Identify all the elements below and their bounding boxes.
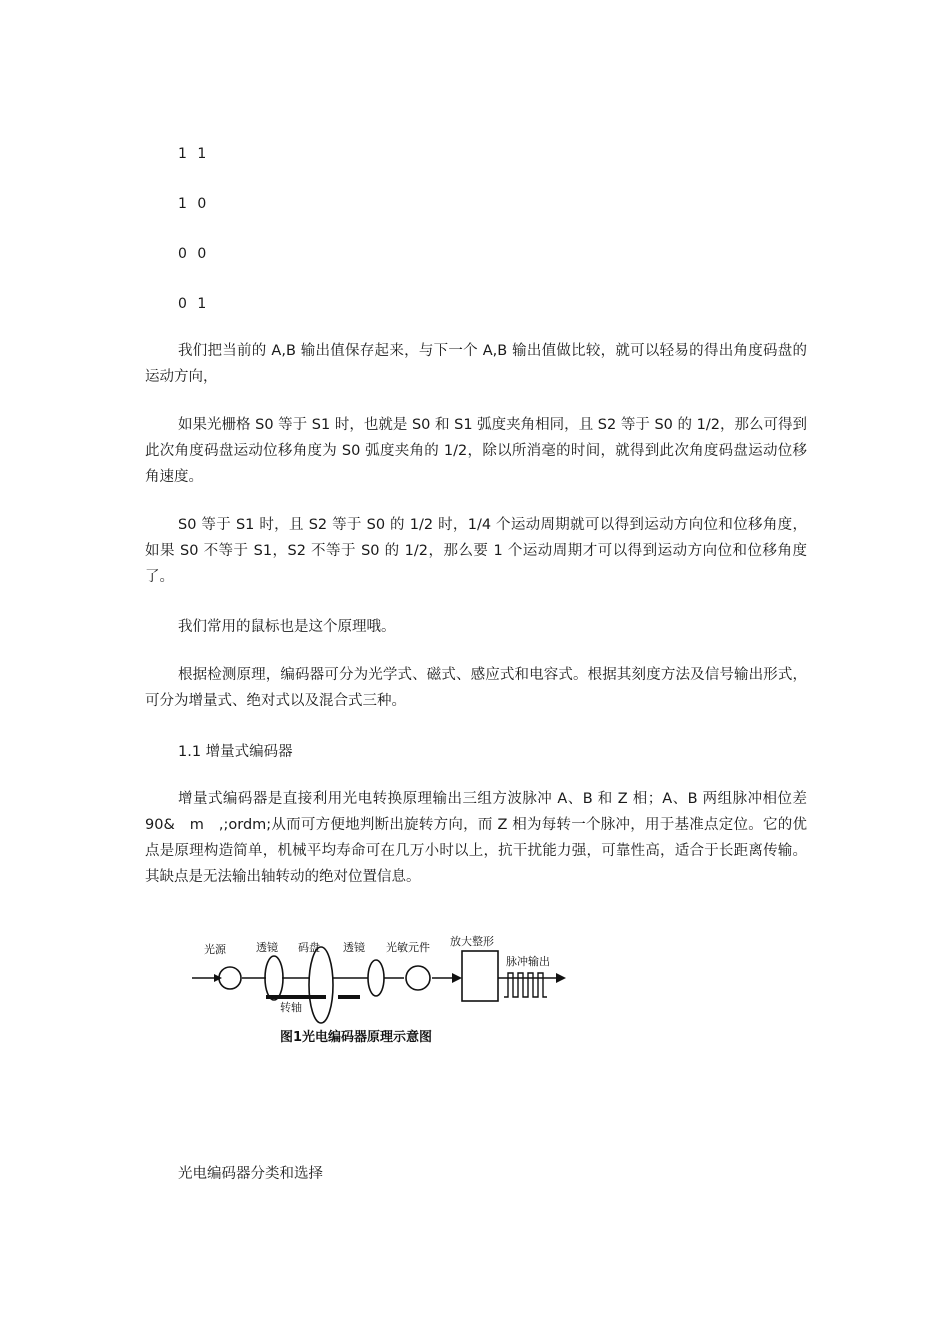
closing-heading: 光电编码器分类和选择 (178, 1166, 323, 1182)
amplifier-box (462, 951, 498, 1001)
figure-caption: 图1光电编码器原理示意图 (280, 1030, 433, 1045)
lens-1-ellipse (265, 956, 283, 1000)
code-line: 1 1 (178, 146, 210, 162)
paragraph-direction: 我们把当前的 A,B 输出值保存起来，与下一个 A,B 输出值做比较，就可以轻易的得出角度码盘的运动方向， (145, 343, 807, 385)
code-line: 1 0 (178, 196, 210, 212)
code-line: 0 1 (178, 296, 210, 312)
light-source-circle (219, 967, 241, 989)
pulse-waveform (504, 973, 547, 997)
label-lens-2: 透镜 (343, 941, 365, 954)
encoder-principle-figure (186, 925, 586, 1055)
paragraph-period: S0 等于 S1 时，且 S2 等于 S0 的 1/2 时，1/4 个运动周期就可以得到运动方向位和位移角度，如果 S0 不等于 S1，S2 不等于 S0 的 1/2，那么要 1 个运动周期才可以得到运动方向位和位移角度了。 (145, 517, 807, 585)
paragraph-incremental: 增量式编码器是直接利用光电转换原理输出三组方波脉冲 A、B 和 Z 相；A、B 两组脉冲相位差 90& m ,;ordm;从而可方便地判断出旋转方向，而 Z 相为每转一个脉冲，用于基准点定位。它的优点是原理构造简单，机械平均寿命可在几万小时以上，抗干扰能力强，可靠性高，适合于长距离传输。其缺点是无法输出轴转动的绝对位置信息。 (145, 791, 807, 885)
label-disk: 码盘 (298, 941, 320, 954)
section-heading: 1.1 增量式编码器 (178, 744, 293, 760)
paragraph-grating: 如果光栅格 S0 等于 S1 时，也就是 S0 和 S1 弧度夹角相同，且 S2 等于 S0 的 1/2，那么可得到此次角度码盘运动位移角度为 S0 弧度夹角的 1/2，除以所消毫的时间，就得到此次角度码盘运动位移角速度。 (145, 417, 807, 485)
paragraph-classification: 根据检测原理，编码器可分为光学式、磁式、感应式和电容式。根据其刻度方法及信号输出形式，可分为增量式、绝对式以及混合式三种。 (145, 667, 807, 709)
code-line: 0 0 (178, 246, 210, 262)
label-light-source: 光源 (204, 943, 226, 956)
label-lens-1: 透镜 (256, 941, 278, 954)
label-shaft: 转轴 (280, 1001, 302, 1014)
lens-2-ellipse (368, 960, 384, 996)
photo-element-circle (406, 966, 430, 990)
label-pulse-output: 脉冲输出 (506, 955, 550, 968)
code-disk-ellipse (309, 947, 333, 1023)
label-amplifier: 放大整形 (450, 935, 494, 948)
paragraph-mouse: 我们常用的鼠标也是这个原理哦。 (178, 619, 396, 635)
label-photo-element: 光敏元件 (386, 941, 430, 954)
